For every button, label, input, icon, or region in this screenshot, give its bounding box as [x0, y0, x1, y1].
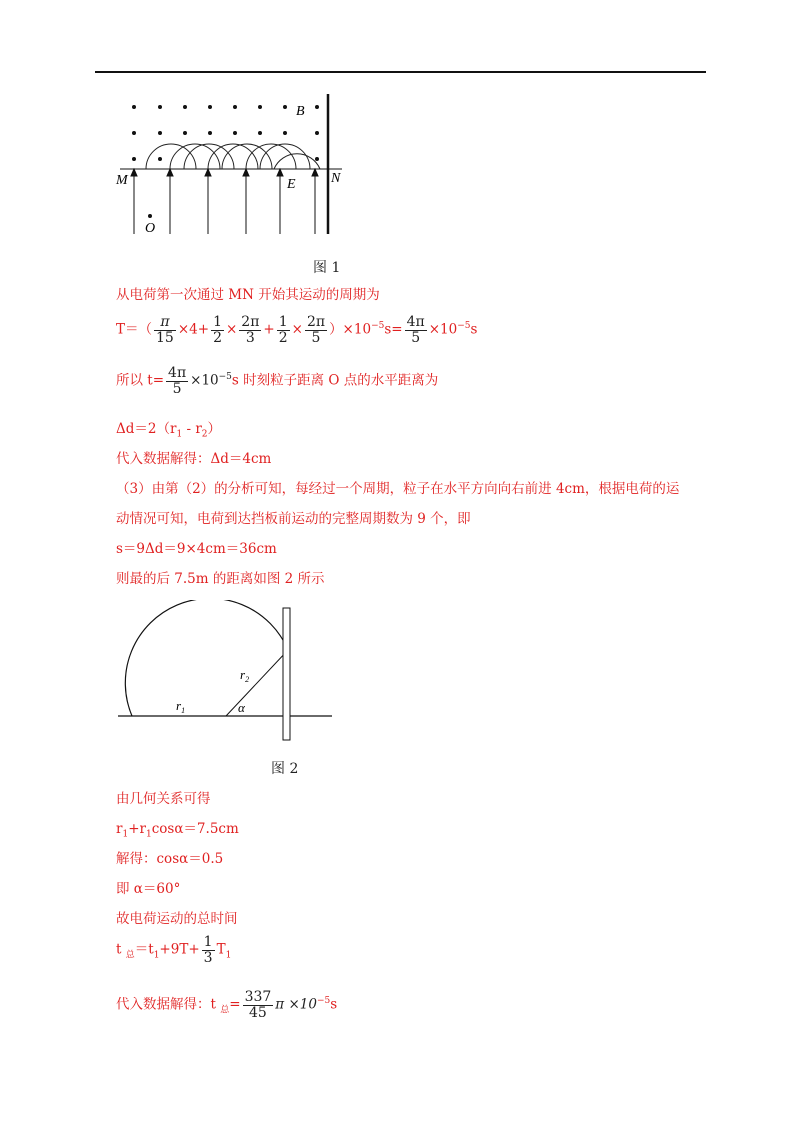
part3-line-b: 动情况可知，电荷到达挡板前运动的完整周期数为 9 个，即	[116, 511, 471, 527]
total-time-formula: t $_总=t_1+9T+$ $\frac{1}{3}$ $T_1$	[116, 934, 232, 966]
figure-1-caption: 图 1	[313, 260, 341, 276]
delta-d-result: 代入数据解得：Δd＝4cm	[116, 451, 272, 467]
s-equation: s＝9Δd＝9×4cm＝36cm	[116, 541, 277, 557]
part3-line-a: （3）由第（2）的分析可知，每经过一个周期，粒子在水平方向向右前进 4cm，根据电荷的运	[116, 481, 680, 497]
magnetic-field-dots	[132, 105, 319, 161]
header-rule	[95, 71, 706, 73]
trajectory-arc	[125, 600, 288, 716]
label-r1: $r_1$	[176, 698, 186, 715]
period-formula: T＝（ $\frac{\pi}{15}$ ×4+ $\frac{1}{2}$ × $\frac{2\pi}{3}$ + $\frac{1}{2}$ × $\frac{2\pi}{5}$ ）$\times 10^{-5}s=$ $\frac{4\pi}{5}$ $\times 10^{-5}s$	[116, 314, 478, 346]
label-E: E	[287, 177, 296, 192]
geometry-equation: $r_1+r_1\cos\alpha=7.5cm$	[116, 821, 239, 840]
figure-2-caption: 图 2	[271, 761, 299, 777]
geometry-intro: 由几何关系可得	[116, 791, 211, 807]
label-r2: $r_2$	[240, 667, 250, 684]
figure-1-diagram	[110, 92, 350, 242]
period-intro: 从电荷第一次通过 MN 开始其运动的周期为	[116, 287, 380, 303]
solve-cos: 解得：cosα＝0.5	[116, 851, 224, 867]
delta-d-formula: $\Delta d=2(r_1 - r_2)$	[116, 421, 222, 440]
baffle-plate	[283, 608, 290, 740]
so-t-line: 所以 t= $\frac{4\pi}{5}$ $\times 10^{-5}s$ 时刻粒子距离 O 点的水平距离为	[116, 365, 439, 397]
label-M: M	[116, 173, 128, 188]
final-result: 代入数据解得：t $_总$= $\frac{337}{45}$ $\pi \times 10^{-5}s$	[116, 989, 338, 1021]
figure-2-diagram	[110, 600, 340, 745]
alpha-result: 即 α＝60°	[116, 881, 181, 897]
label-N: N	[331, 171, 341, 186]
radius-r2	[226, 650, 288, 716]
point-O	[148, 214, 152, 218]
label-O: O	[145, 221, 156, 236]
total-time-intro: 故电荷运动的总时间	[116, 911, 238, 927]
last-distance-line: 则最的后 7.5m 的距离如图 2 所示	[116, 571, 325, 587]
label-alpha: α	[238, 700, 245, 715]
trajectory-arcs	[146, 144, 320, 169]
label-B: B	[296, 104, 305, 119]
